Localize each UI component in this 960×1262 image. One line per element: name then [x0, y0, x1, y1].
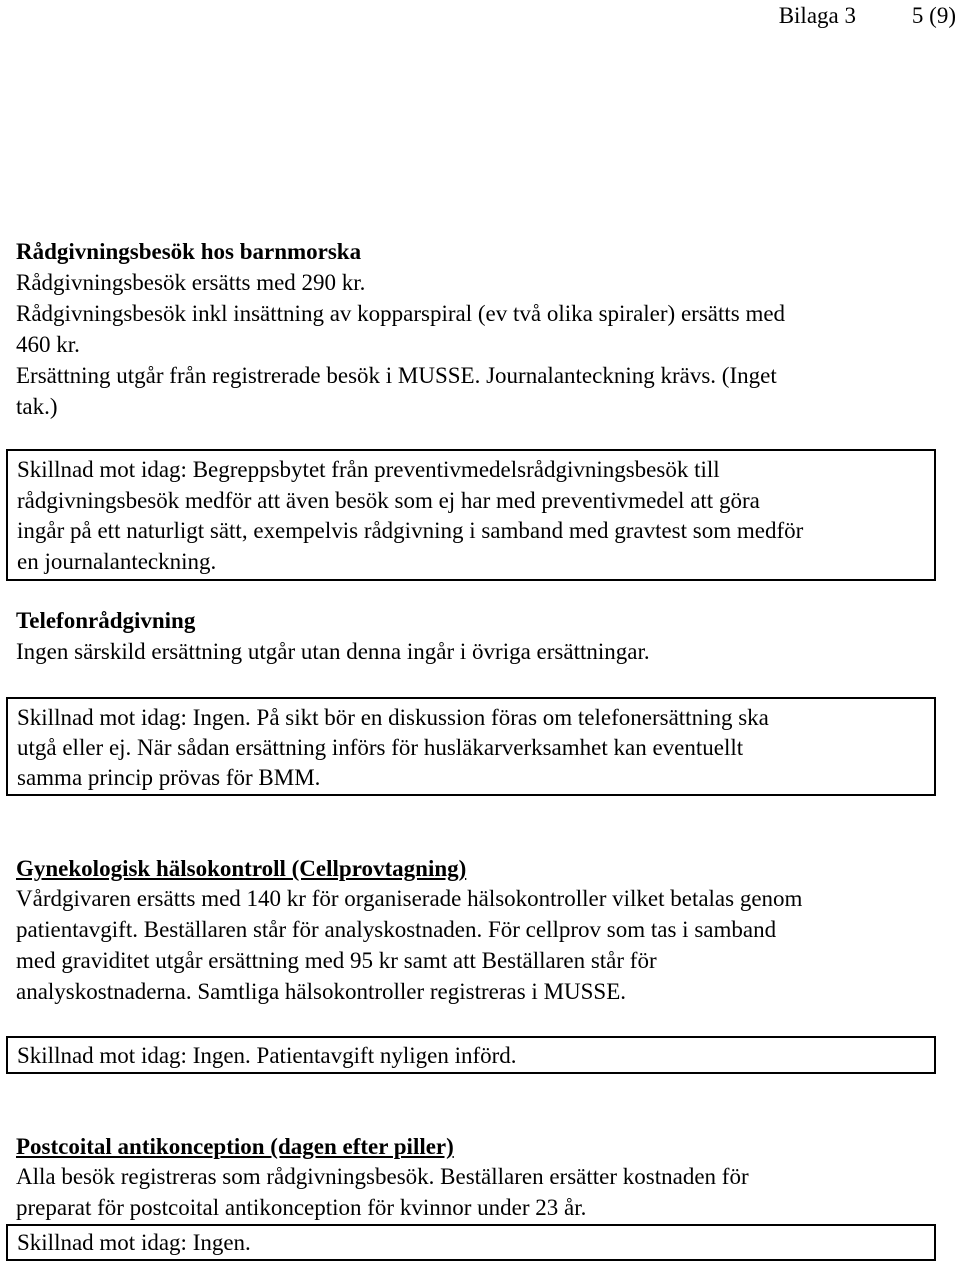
paragraph-line: Ersättning utgår från registrerade besök i MUSSE. Journalanteckning krävs. (Inget: [16, 363, 777, 388]
paragraph-line: Ingen särskild ersättning utgår utan denna ingår i övriga ersättningar.: [16, 639, 650, 664]
box-line: Skillnad mot idag: Ingen.: [17, 1230, 251, 1255]
section-title-radgivningsbesok: Rådgivningsbesök hos barnmorska: [16, 239, 362, 264]
paragraph-line: tak.): [16, 394, 58, 419]
box-line: Skillnad mot idag: Ingen. Patientavgift nyligen införd.: [17, 1043, 517, 1068]
difference-box-telefon: [6, 697, 936, 796]
section-title-gynekologisk: Gynekologisk hälsokontroll (Cellprovtagning): [16, 856, 467, 881]
section-title-postcoital: Postcoital antikonception (dagen efter piller): [16, 1134, 454, 1159]
paragraph-line: preparat för postcoital antikonception för kvinnor under 23 år.: [16, 1195, 587, 1220]
box-line: utgå eller ej. När sådan ersättning införs för husläkarverksamhet kan eventuellt: [17, 735, 744, 760]
box-line: Skillnad mot idag: Ingen. På sikt bör en diskussion föras om telefonersättning ska: [17, 705, 769, 730]
box-line: samma princip prövas för BMM.: [17, 765, 321, 790]
box-line: en journalanteckning.: [17, 549, 217, 574]
box-line: Skillnad mot idag: Begreppsbytet från preventivmedelsrådgivningsbesök till: [17, 457, 720, 482]
paragraph-line: Alla besök registreras som rådgivningsbesök. Beställaren ersätter kostnaden för: [16, 1164, 749, 1189]
page-number: 5 (9): [911, 3, 956, 28]
paragraph-line: Vårdgivaren ersätts med 140 kr för organiserade hälsokontroller vilket betalas genom: [16, 886, 803, 911]
section-title-telefonradgivning: Telefonrådgivning: [16, 608, 196, 633]
difference-box-radgivning: [6, 449, 936, 581]
paragraph-line: med graviditet utgår ersättning med 95 kr samt att Beställaren står för: [16, 948, 657, 973]
appendix-label: Bilaga 3: [778, 3, 856, 28]
paragraph-line: Rådgivningsbesök inkl insättning av kopparspiral (ev två olika spiraler) ersätts med: [16, 301, 786, 326]
paragraph-line: Rådgivningsbesök ersätts med 290 kr.: [16, 270, 366, 295]
paragraph-line: patientavgift. Beställaren står för analyskostnaden. För cellprov som tas i samband: [16, 917, 777, 942]
paragraph-line: analyskostnaderna. Samtliga hälsokontroller registreras i MUSSE.: [16, 979, 627, 1004]
difference-box-gynekologisk: [6, 1036, 936, 1074]
box-line: rådgivningsbesök medför att även besök som ej har med preventivmedel att göra: [17, 488, 760, 513]
paragraph-line: 460 kr.: [16, 332, 80, 357]
difference-box-postcoital: [6, 1224, 936, 1261]
box-line: ingår på ett naturligt sätt, exempelvis rådgivning i samband med gravtest som medför: [17, 518, 804, 543]
